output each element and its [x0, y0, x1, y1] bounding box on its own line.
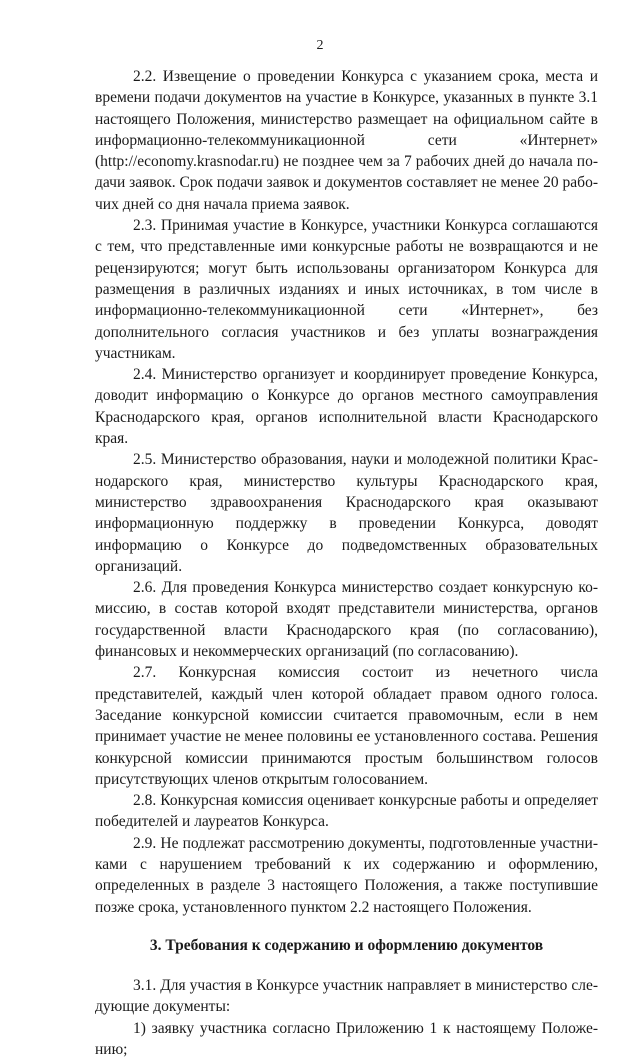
document-body — [95, 66, 598, 1060]
paragraph-2-4: 2.4. Министерство организует и координирует проведение Конкурса, доводит информацию о Конкурсе до органов местного самоуправления Краснодарского края, органов исполнительной власти Краснодарского края. — [95, 366, 598, 448]
paragraph-2-6: 2.6. Для проведения Конкурса министерство создает конкурсную комиссию, в состав которой входят представители министерства, органов государственной власти Краснодарского края (по согласованию), финансовых и некоммерческих организаций (по согласованию). — [95, 579, 598, 661]
section-3-heading: 3. Требования к содержанию и оформлению документов — [149, 936, 544, 954]
paragraph-2-8: 2.8. Конкурсная комиссия оценивает конкурсные работы и определяет победителей и лауреатов Конкурса. — [95, 792, 598, 831]
paragraph-2-7: 2.7. Конкурсная комиссия состоит из нечетного числа представителей, каждый член которой обладает правом одного голоса. Заседание конкурсной комиссии считается правомочным, если в нем принимает участие не менее половины ее установленного состава. Решения конкурсной комиссии принимаются простым большинством голосов присутствующих членов открытым голосованием. — [95, 664, 598, 788]
list-item-1: 1) заявку участника согласно Приложению 1 к настоящему Положению; — [95, 1019, 598, 1059]
paragraph-2-3: 2.3. Принимая участие в Конкурсе, участники Конкурса соглашаются с тем, что представленные ими конкурсные работы не возвращаются и не рецензируются; могут быть использованы организатором Конкурса для размещения в различных изданиях и иных источниках, в том числе в информационно-телекоммуникационной сети «Интернет», без дополнительного согласия участников и без уплаты вознаграждения участникам. — [95, 217, 598, 362]
paragraph-3-1: 3.1. Для участия в Конкурсе участник направляет в министерство следующие документы: — [95, 977, 598, 1016]
paragraph-2-2: 2.2. Извещение о проведении Конкурса с указанием срока, места и времени подачи документов на участие в Конкурсе, указанных в пункте 3.1 настоящего Положения, министерство размещает на официальном сайте в информационно-телекоммуникационной сети «Интернет» (http://economy.krasnodar.ru) не позднее чем за 7 рабочих дней до начала подачи заявок. Срок подачи заявок и документов составляет не менее 20 рабочих дней со дня начала приема заявок. — [95, 68, 598, 213]
paragraph-2-9: 2.9. Не подлежат рассмотрению документы, подготовленные участниками с нарушением требований к их содержанию и оформлению, определенных в разделе 3 настоящего Положения, а также поступившие позже срока, установленного пунктом 2.2 настоящего Положения. — [95, 834, 598, 916]
paragraph-2-5: 2.5. Министерство образования, науки и молодежной политики Краснодарского края, министерство культуры Краснодарского края, министерство здравоохранения Краснодарского края оказывают информационную поддержку в проведении Конкурса, доводят информацию о Конкурсе до подведомственных образовательных организаций. — [95, 451, 598, 575]
page-number: 2 — [316, 38, 324, 53]
